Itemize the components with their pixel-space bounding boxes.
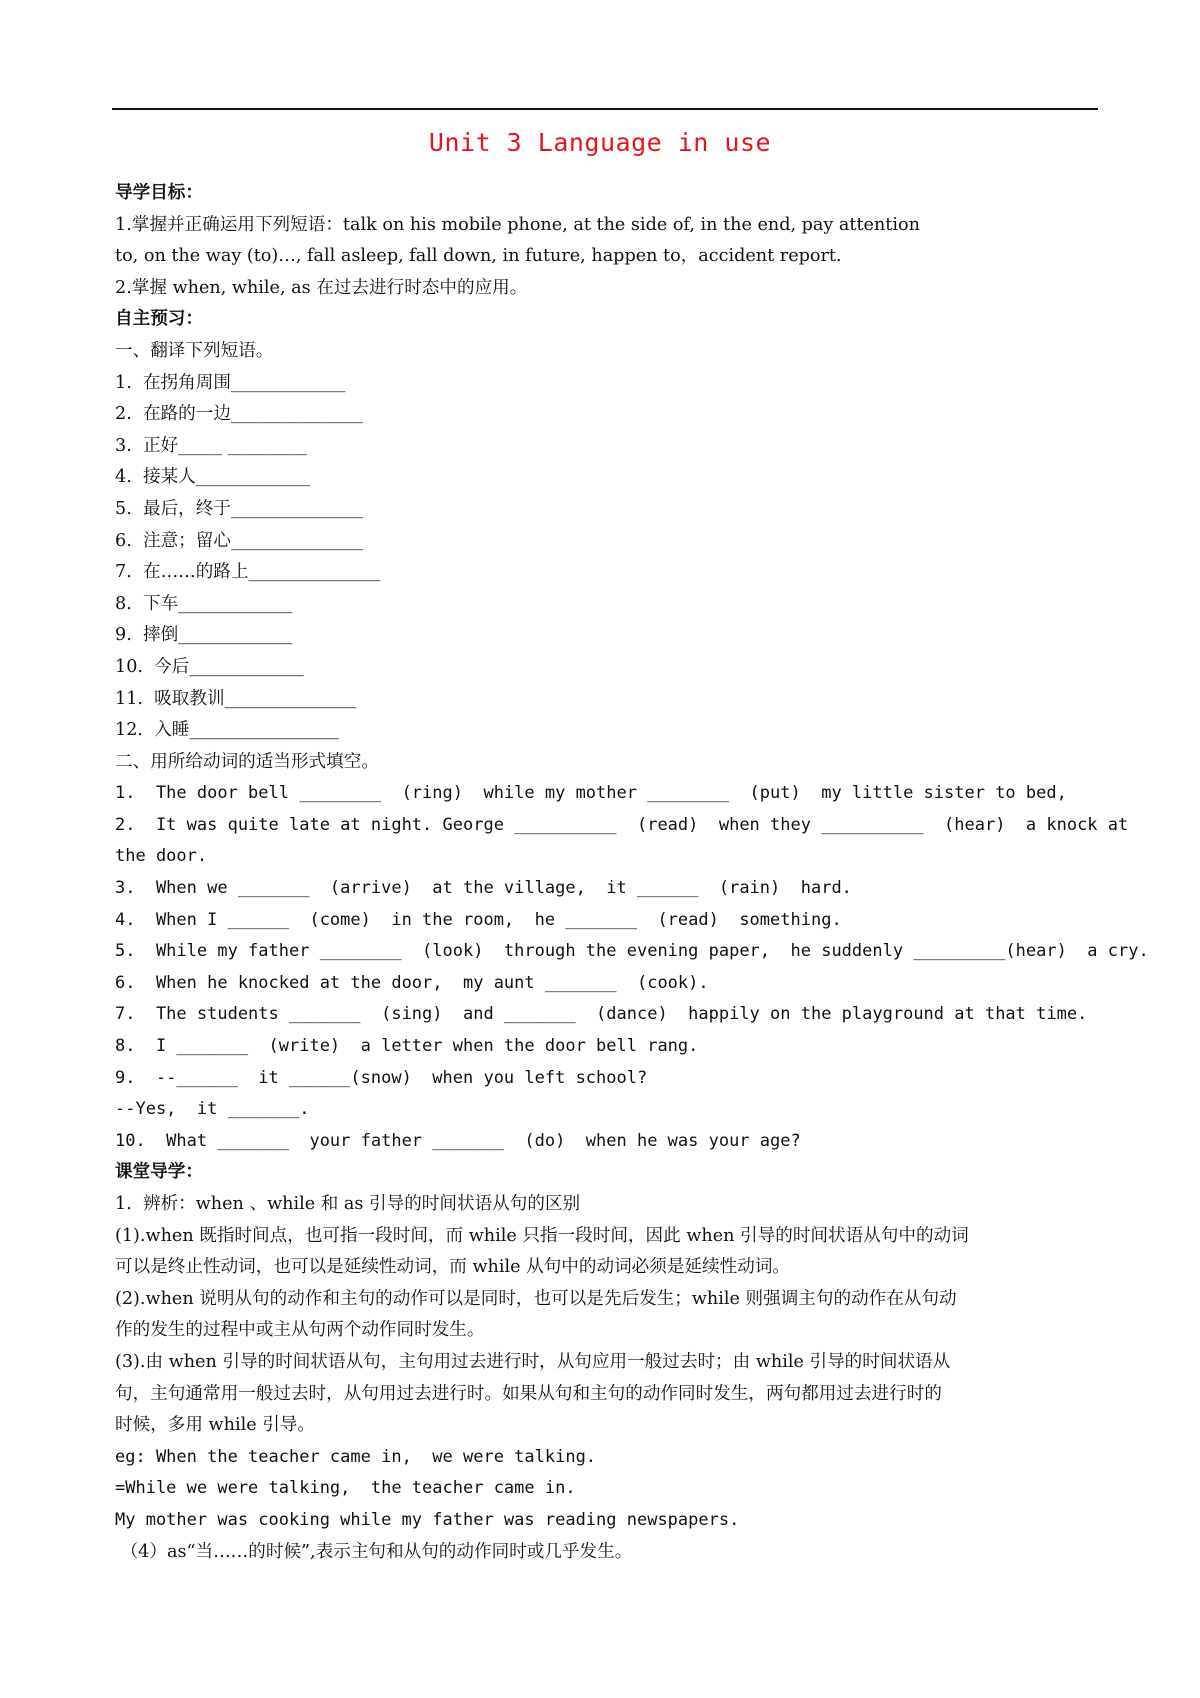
header-rule [112,108,1098,110]
exercise-item: 8. I _______ (write) a letter when the door bell rang. [115,1036,699,1057]
note-line: 可以是终止性动词，也可以是延续性动词，而 while 从句中的动词必须是延续性动词。 [115,1257,791,1278]
exercise-item: 4. When I ______ (come) in the room, he _______ (read) something. [115,909,842,930]
note-line: (3).由 when 引导的时间状语从句，主句用过去进行时，从句应用一般过去时；由 while 引导的时间状语从 [115,1351,951,1372]
phrase-item: 2. 在路的一边_______________ [115,404,363,425]
phrase-item: 7. 在……的路上_______________ [115,562,381,583]
note-line: 作的发生的过程中或主从句两个动作同时发生。 [115,1320,485,1341]
document-body [115,178,1149,1568]
part2-heading: 二、用所给动词的适当形式填空。 [115,751,379,772]
goals-line: 2.掌握 when, while, as 在过去进行时态中的应用。 [115,277,528,298]
phrase-item: 10. 今后_____________ [115,656,304,677]
class-heading: 课堂导学： [115,1162,203,1183]
goals-line: 1.掌握并正确运用下列短语：talk on his mobile phone, at the side of, in the end, pay attention [115,214,920,235]
exercise-item: the door. [115,846,208,867]
page-title: Unit 3 Language in use [428,128,772,157]
phrase-item: 4. 接某人_____________ [115,467,311,488]
phrase-item: 5. 最后，终于_______________ [115,498,363,519]
goals-line: to, on the way (to)…, fall asleep, fall down, in future, happen to，accident report. [115,246,842,267]
phrase-item: 9. 摔倒_____________ [115,625,293,646]
phrase-item: 11. 吸取教训_______________ [115,688,357,709]
phrase-item: 3. 正好_____ _________ [115,435,307,456]
example-line: =While we were talking, the teacher came in. [115,1478,576,1499]
phrase-item: 1. 在拐角周围_____________ [115,372,346,393]
note-line: （4）as“当……的时候”,表示主句和从句的动作同时或几乎发生。 [115,1541,633,1562]
exercise-item: 6. When he knocked at the door, my aunt _______ (cook). [115,972,709,993]
note-line: 句，主句通常用一般过去时，从句用过去进行时。如果从句和主句的动作同时发生，两句都用过去进行时的 [115,1383,942,1404]
exercise-item: --Yes, it _______. [115,1099,310,1120]
exercise-item: 10. What _______ your father _______ (do) when he was your age? [115,1130,801,1151]
exercise-item: 2. It was quite late at night. George __________ (read) when they __________ (hear) a knock at [115,814,1129,835]
note-line: 时候，多用 while 引导。 [115,1415,315,1436]
exercise-item: 7. The students _______ (sing) and _______ (dance) happily on the playground at that time. [115,1004,1088,1025]
example-line: My mother was cooking while my father was reading newspapers. [115,1509,740,1530]
preview-heading: 自主预习： [115,309,203,330]
phrase-item: 12. 入睡_________________ [115,720,339,741]
exercise-item: 3. When we _______ (arrive) at the village, it ______ (rain) hard. [115,878,852,899]
goals-heading: 导学目标： [115,183,203,203]
exercise-item: 5. While my father ________ (look) through the evening paper, he suddenly _________(hear) a cry. [115,941,1149,962]
note-line: (1).when 既指时间点，也可指一段时间，而 while 只指一段时间，因此 when 引导的时间状语从句中的动词 [115,1225,969,1246]
example-line: eg: When the teacher came in, we were talking. [115,1446,597,1467]
exercise-item: 1. The door bell ________ (ring) while my mother ________ (put) my little sister to bed, [115,783,1067,804]
note-line: (2).when 说明从句的动作和主句的动作可以是同时，也可以是先后发生；while 则强调主句的动作在从句动 [115,1288,957,1309]
note-line: 1. 辨析：when 、while 和 as 引导的时间状语从句的区别 [115,1194,581,1214]
part1-heading: 一、翻译下列短语。 [115,340,274,361]
phrase-item: 6. 注意；留心_______________ [115,530,363,551]
exercise-item: 9. --______ it ______(snow) when you left school? [115,1067,648,1088]
phrase-item: 8. 下车_____________ [115,593,293,614]
